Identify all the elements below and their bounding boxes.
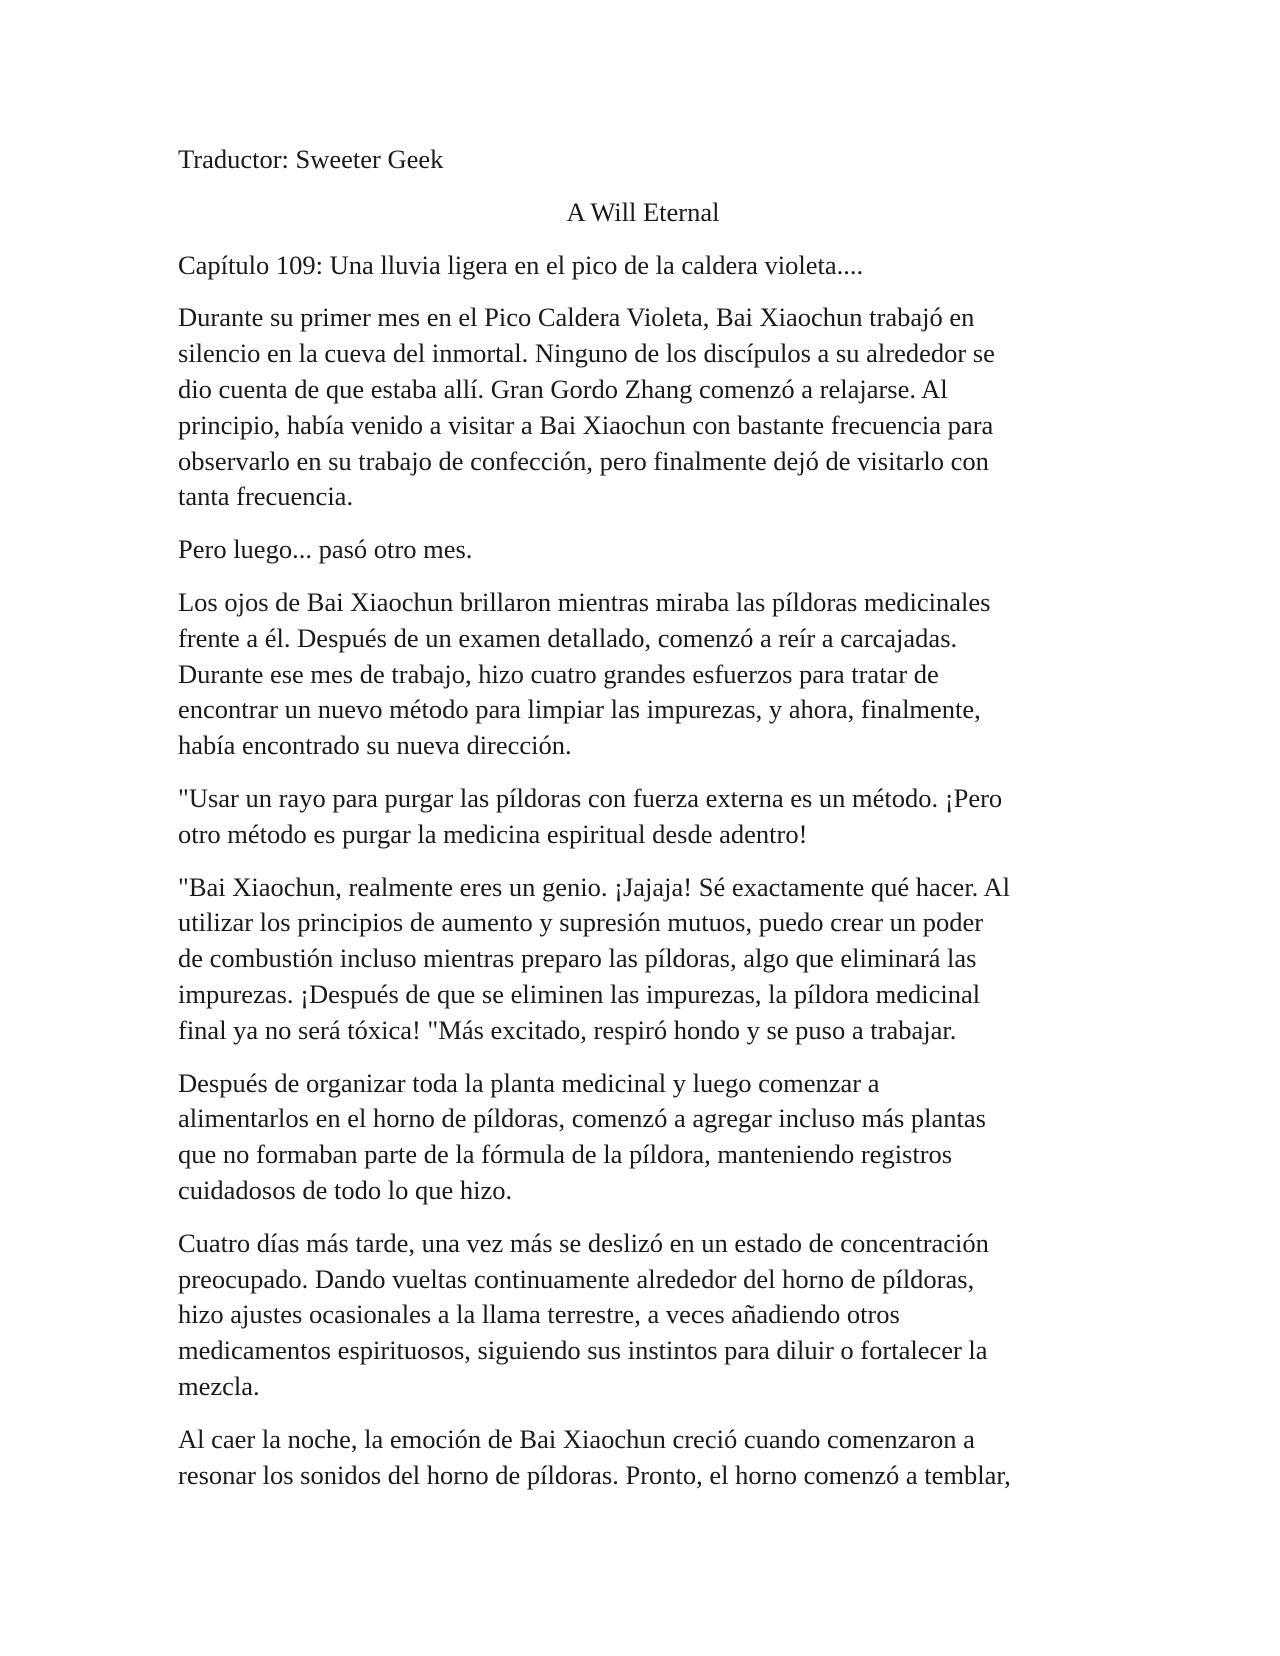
paragraph [178, 1422, 1108, 1494]
text-line: Cuatro días más tarde, una vez más se deslizó en un estado de concentración [178, 1227, 989, 1258]
text-line: cuidadosos de todo lo que hizo. [178, 1174, 513, 1205]
document-page [178, 142, 1108, 1510]
text-line: alimentarlos en el horno de píldoras, comenzó a agregar incluso más plantas [178, 1103, 986, 1134]
text-line: mezcla. [178, 1370, 260, 1401]
text-line: observarlo en su trabajo de confección, pero finalmente dejó de visitarlo con [178, 445, 989, 476]
text-line: tanta frecuencia. [178, 481, 354, 512]
text-line: hizo ajustes ocasionales a la llama terrestre, a veces añadiendo otros [178, 1299, 900, 1330]
text-line: dio cuenta de que estaba allí. Gran Gordo Zhang comenzó a relajarse. Al [178, 373, 948, 404]
text-line: Durante su primer mes en el Pico Caldera Violeta, Bai Xiaochun trabajó en [178, 302, 975, 333]
text-line: frente a él. Después de un examen detallado, comenzó a reír a carcajadas. [178, 622, 958, 653]
text-line: resonar los sonidos del horno de píldoras. Pronto, el horno comenzó a temblar, [178, 1459, 1011, 1490]
book-title: A Will Eternal [566, 196, 720, 227]
text-line: Al caer la noche, la emoción de Bai Xiaochun creció cuando comenzaron a [178, 1423, 975, 1454]
text-line: "Bai Xiaochun, realmente eres un genio. ¡Jajaja! Sé exactamente qué hacer. Al [178, 871, 1010, 902]
text-line: "Usar un rayo para purgar las píldoras con fuerza externa es un método. ¡Pero [178, 782, 1003, 813]
paragraph [178, 1226, 1108, 1405]
text-line: silencio en la cueva del inmortal. Ninguno de los discípulos a su alrededor se [178, 338, 995, 369]
paragraph [178, 781, 1108, 853]
text-line: de combustión incluso mientras preparo las píldoras, algo que eliminará las [178, 943, 977, 974]
translator-credit: Traductor: Sweeter Geek [178, 144, 444, 174]
text-line: utilizar los principios de aumento y supresión mutuos, puedo crear un poder [178, 907, 984, 938]
chapter-heading: Capítulo 109: Una lluvia ligera en el pico de la caldera violeta.... [178, 249, 864, 280]
text-line: Los ojos de Bai Xiaochun brillaron mientras miraba las píldoras medicinales [178, 586, 991, 617]
text-line: Durante ese mes de trabajo, hizo cuatro grandes esfuerzos para tratar de [178, 658, 939, 689]
text-line: Pero luego... pasó otro mes. [178, 534, 473, 565]
text-line: preocupado. Dando vueltas continuamente alrededor del horno de píldoras, [178, 1263, 975, 1294]
paragraph [178, 532, 1108, 568]
text-line: medicamentos espirituosos, siguiendo sus instintos para diluir o fortalecer la [178, 1335, 988, 1366]
paragraph [178, 300, 1108, 515]
text-line: que no formaban parte de la fórmula de la píldora, manteniendo registros [178, 1139, 953, 1170]
paragraph [178, 870, 1108, 1049]
text-line: final ya no será tóxica! "Más excitado, respiró hondo y se puso a trabajar. [178, 1014, 957, 1045]
paragraph [178, 1066, 1108, 1209]
text-line: encontrar un nuevo método para limpiar las impurezas, y ahora, finalmente, [178, 694, 981, 725]
text-line: otro método es purgar la medicina espiritual desde adentro! [178, 818, 808, 849]
text-line: principio, había venido a visitar a Bai Xiaochun con bastante frecuencia para [178, 409, 994, 440]
text-line: impurezas. ¡Después de que se eliminen las impurezas, la píldora medicinal [178, 978, 981, 1009]
text-line: Después de organizar toda la planta medicinal y luego comenzar a [178, 1067, 880, 1098]
text-line: había encontrado su nueva dirección. [178, 730, 572, 761]
paragraph [178, 585, 1108, 764]
